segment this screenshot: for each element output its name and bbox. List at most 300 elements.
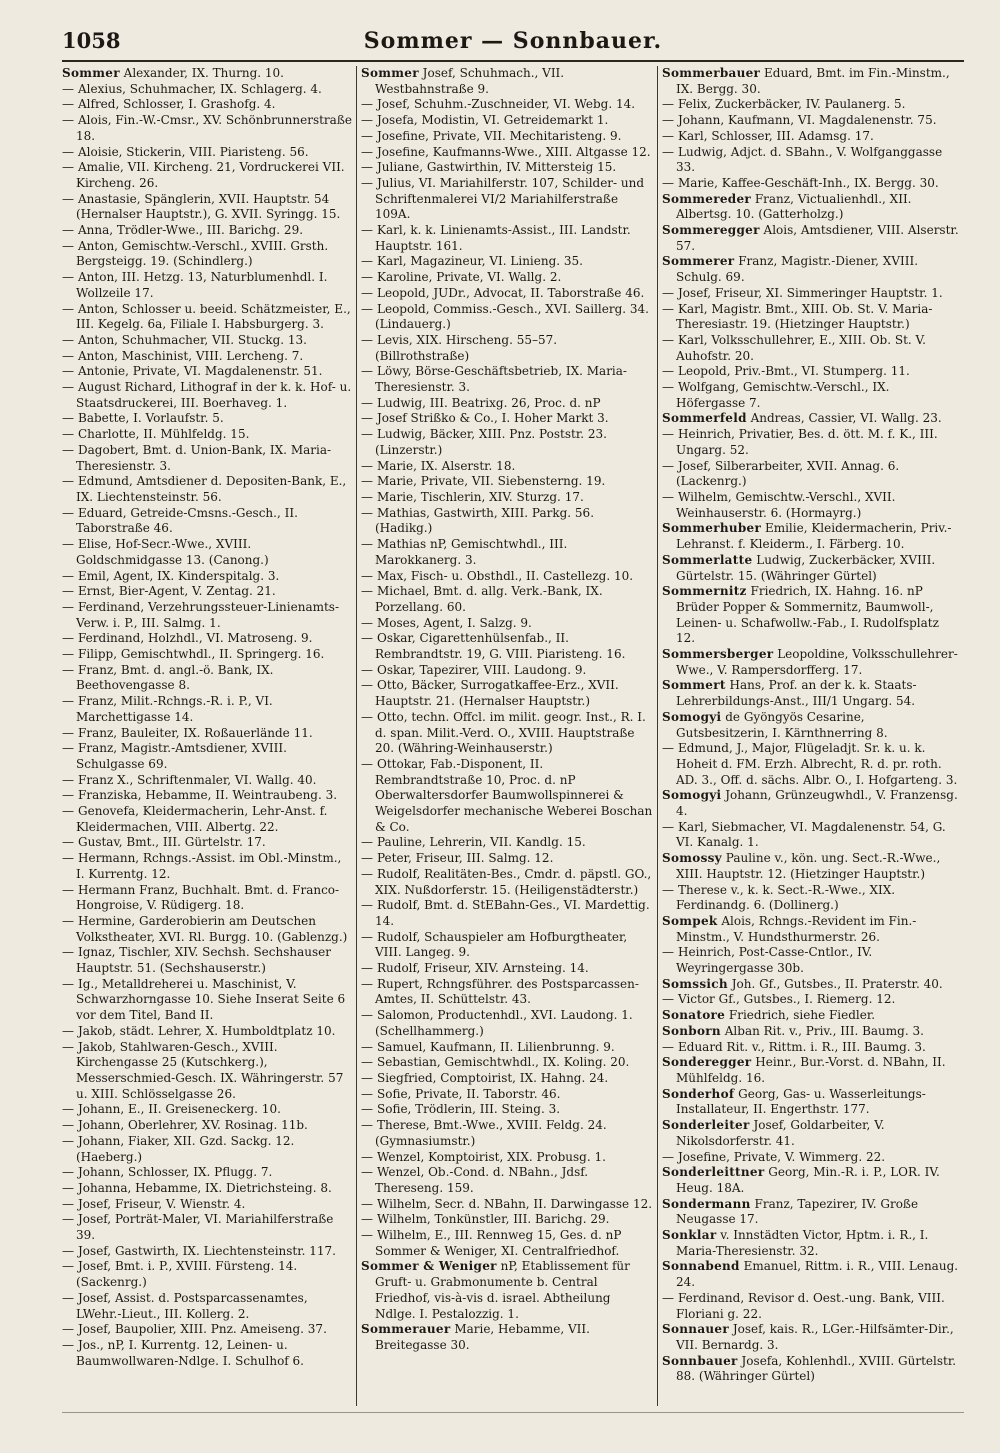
continuation-dash: —: [361, 175, 373, 190]
entry-text: Karl, Magistr. Bmt., XIII. Ob. St. V. Maria-Theresiastr. 19. (Hietzinger Hauptstr.): [676, 301, 933, 332]
entry-text: Johann, E., II. Greiseneckerg. 10.: [78, 1102, 281, 1117]
continuation-dash: —: [361, 505, 373, 520]
directory-entry: [62, 411, 352, 427]
entry-text: Johann, Kaufmann, VI. Magdalenenstr. 75.: [678, 113, 937, 128]
entry-surname: Sommereder: [662, 191, 752, 206]
entry-text: Josefine, Private, VII. Mechitaristeng. 9.: [377, 128, 622, 143]
directory-entry: [62, 1259, 352, 1290]
directory-entry: [361, 851, 653, 867]
entry-text: Andreas, Cassier, VI. Wallg. 23.: [750, 411, 942, 426]
continuation-dash: —: [361, 1196, 373, 1211]
continuation-dash: —: [361, 709, 373, 724]
entry-text: Rudolf, Realitäten-Bes., Cmdr. d. päpstl. GO., XIX. Nußdorferstr. 15. (Heiligenstädterstr.): [375, 866, 652, 897]
continuation-dash: —: [361, 97, 373, 112]
entry-text: Babette, I. Vorlaufstr. 5.: [78, 411, 224, 426]
continuation-dash: —: [62, 1212, 74, 1227]
entry-text: Oskar, Cigarettenhülsenfab., II. Rembrandtstr. 19, G. VIII. Piaristeng. 16.: [375, 631, 626, 662]
entry-text: Anton, Schlosser u. beeid. Schätzmeister, E., III. Kegelg. 6a, Filiale I. Habsburgerg. 3.: [76, 301, 351, 332]
directory-entry: [662, 945, 960, 976]
directory-entry: [662, 710, 960, 741]
continuation-dash: —: [361, 270, 373, 285]
entry-surname: Sommer & Weniger: [361, 1259, 497, 1274]
entry-text: Johanna, Hebamme, IX. Dietrichsteing. 8.: [78, 1180, 332, 1195]
entry-text: Josef Strißko & Co., I. Hoher Markt 3.: [377, 411, 609, 426]
entry-text: Dagobert, Bmt. d. Union-Bank, IX. Maria-Theresienstr. 3.: [76, 442, 332, 473]
directory-entry: [361, 1322, 653, 1353]
entry-text: Franz, Milit.-Rchngs.-R. i. P., VI. Marchettigasse 14.: [76, 694, 273, 724]
entry-text: Alexius, Schuhmacher, IX. Schlagerg. 4.: [78, 81, 322, 96]
directory-entry: [662, 1354, 960, 1385]
directory-entry: [662, 1150, 960, 1166]
continuation-dash: —: [361, 866, 373, 881]
directory-entry: [361, 757, 653, 836]
continuation-dash: —: [361, 961, 373, 976]
directory-entry: [62, 239, 352, 270]
entry-surname: Somssich: [662, 976, 728, 991]
continuation-dash: —: [62, 505, 74, 520]
entry-text: Pauline v., kön. ung. Sect.-R.-Wwe., XIII. Hauptstr. 12. (Hietzinger Hauptstr.): [676, 851, 941, 881]
continuation-dash: —: [662, 113, 674, 128]
continuation-dash: —: [62, 270, 74, 285]
directory-entry: [662, 66, 960, 97]
entry-text: Rudolf, Bmt. d. StEBahn-Ges., VI. Mardettig. 14.: [375, 898, 650, 928]
entry-text: Josef, Friseur, V. Wienstr. 4.: [78, 1196, 246, 1211]
directory-entry: [62, 160, 352, 191]
directory-entry: [62, 333, 352, 349]
continuation-dash: —: [662, 882, 674, 897]
page-header: [62, 26, 964, 62]
directory-entry: [62, 1118, 352, 1134]
continuation-dash: —: [361, 537, 373, 552]
entry-surname: Sommerer: [662, 254, 735, 269]
directory-entry: [361, 1102, 653, 1118]
directory-entry: [62, 647, 352, 663]
entry-text: Amalie, VII. Kircheng. 21, Vordruckerei VII. Kircheng. 26.: [76, 160, 345, 190]
directory-entry: [62, 427, 352, 443]
continuation-dash: —: [662, 97, 674, 112]
directory-entry: [662, 914, 960, 945]
continuation-dash: —: [662, 741, 674, 756]
continuation-dash: —: [361, 128, 373, 143]
entry-text: Jos., nP, I. Kurrentg. 12, Leinen- u. Baumwollwaren-Ndlge. I. Schulhof 6.: [76, 1337, 304, 1368]
directory-entry: [62, 569, 352, 585]
entry-text: Franziska, Hebamme, II. Weintraubeng. 3.: [78, 788, 338, 803]
directory-entry: [361, 1165, 653, 1196]
entry-text: Moses, Agent, I. Salzg. 9.: [377, 615, 532, 630]
continuation-dash: —: [361, 223, 373, 238]
directory-entry: [361, 113, 653, 129]
continuation-dash: —: [62, 1118, 74, 1133]
directory-entry: [62, 600, 352, 631]
directory-entry: [62, 773, 352, 789]
directory-entry: [662, 1040, 960, 1056]
directory-entry: [361, 1071, 653, 1087]
continuation-dash: —: [361, 568, 373, 583]
directory-entry: [361, 867, 653, 898]
entry-text: Franz, Victualienhdl., XII. Albertsg. 10. (Gatterholzg.): [676, 191, 912, 222]
entry-text: Josef, Friseur, XI. Simmeringer Hauptstr. 1.: [678, 285, 943, 300]
entry-text: Karl, Magazineur, VI. Linieng. 35.: [377, 254, 583, 269]
continuation-dash: —: [361, 1212, 373, 1227]
continuation-dash: —: [361, 254, 373, 269]
entry-text: Löwy, Börse-Geschäftsbetrieb, IX. Maria-Theresienstr. 3.: [375, 364, 627, 395]
continuation-dash: —: [662, 427, 674, 442]
continuation-dash: —: [361, 113, 373, 128]
entry-text: Franz, Magistr.-Amtsdiener, XVIII. Schulgasse 69.: [76, 741, 287, 771]
entry-text: Johann, Oberlehrer, XV. Rosinag. 11b.: [78, 1118, 308, 1133]
directory-entry: [361, 223, 653, 254]
directory-entry: [62, 804, 352, 835]
directory-entry: [62, 851, 352, 882]
continuation-dash: —: [62, 694, 74, 709]
entry-text: Leopoldine, Volksschullehrer-Wwe., V. Rampersdorfferg. 17.: [676, 647, 958, 677]
directory-entry: [361, 1212, 653, 1228]
directory-entry: [62, 1291, 352, 1322]
directory-entry: [62, 914, 352, 945]
entry-surname: Sommeregger: [662, 223, 760, 238]
entry-text: Otto, techn. Offcl. im milit. geogr. Inst., R. I. d. span. Milit.-Verd. O., XVIII. Hauptstraße 20. (Währing-Weinhauserstr.): [375, 709, 646, 756]
directory-entry: [662, 286, 960, 302]
directory-entry: [662, 1259, 960, 1290]
directory-entry: [361, 1150, 653, 1166]
entry-text: Alois, Amtsdiener, VIII. Alserstr. 57.: [676, 223, 959, 253]
directory-entry: [62, 726, 352, 742]
directory-entry: [62, 474, 352, 505]
continuation-dash: —: [62, 1259, 74, 1274]
entry-surname: Sonklar: [662, 1228, 717, 1243]
directory-entry: [361, 506, 653, 537]
continuation-dash: —: [361, 489, 373, 504]
directory-entry: [62, 977, 352, 1024]
column-3: [662, 66, 960, 1406]
entry-surname: Sommerauer: [361, 1322, 451, 1337]
directory-entry: [662, 176, 960, 192]
entry-text: Antonie, Private, VI. Magdalenenstr. 51.: [78, 364, 323, 379]
entry-text: Franz, Magistr.-Diener, XVIII. Schulg. 69.: [676, 254, 919, 285]
directory-entry: [662, 113, 960, 129]
directory-entry: [361, 176, 653, 223]
entry-text: Joh. Gf., Gutsbes., II. Praterstr. 40.: [731, 976, 943, 991]
entry-text: Hermine, Garderobierin am Deutschen Volkstheater, XVI. Rl. Burgg. 10. (Gablenzg.): [76, 913, 348, 944]
entry-text: Josef, Bmt. i. P., XVIII. Fürsteng. 14. (Sackenrg.): [76, 1259, 298, 1290]
directory-entry: [62, 443, 352, 474]
continuation-dash: —: [662, 1149, 674, 1164]
directory-entry: [62, 270, 352, 301]
entry-text: Rupert, Rchngsführer. des Postsparcassen-Amtes, II. Schüttelstr. 43.: [375, 976, 639, 1007]
directory-entry: [62, 883, 352, 914]
continuation-dash: —: [662, 301, 674, 316]
continuation-dash: —: [361, 1008, 373, 1023]
entry-text: Marie, Private, VII. Siebensterng. 19.: [377, 474, 606, 489]
entry-text: Franz, Bauleiter, IX. Roßauerlände 11.: [78, 725, 313, 740]
entry-surname: Sondermann: [662, 1196, 751, 1211]
continuation-dash: —: [62, 1133, 74, 1148]
continuation-dash: —: [62, 537, 74, 552]
entry-text: Therese, Bmt.-Wwe., XVIII. Feldg. 24. (Gymnasiumstr.): [375, 1118, 607, 1148]
continuation-dash: —: [662, 1290, 674, 1305]
entry-text: Friedrich, IX. Hahng. 16. nP Brüder Popper & Sommernitz, Baumwoll-, Leinen- u. Schafwollw.-Fab., I. Rudolfsplatz 12.: [676, 584, 939, 646]
continuation-dash: —: [361, 1102, 373, 1117]
entry-text: Josefa, Kohlenhdl., XVIII. Gürtelstr. 88. (Währinger Gürtel): [676, 1353, 957, 1384]
entry-text: Jakob, städt. Lehrer, X. Humboldtplatz 10.: [78, 1023, 336, 1038]
entry-text: Ig., Metalldreherei u. Maschinist, V. Schwarzhorngasse 10. Siehe Inserat Seite 6 vor dem Titel, Band II.: [76, 976, 346, 1023]
entry-text: Ferdinand, Verzehrungssteuer-Linienamts-Verw. i. P., III. Salmg. 1.: [76, 599, 340, 630]
entry-text: de Gyöngyös Cesarine, Gutsbesitzerin, I. Kärnthnerring 8.: [676, 709, 888, 740]
directory-entry: [662, 851, 960, 882]
directory-entry: [361, 1228, 653, 1259]
page-number: 1058: [62, 28, 121, 53]
entry-text: Karl, Volksschullehrer, E., XIII. Ob. St. V. Auhofstr. 20.: [676, 332, 926, 363]
entry-text: v. Innstädten Victor, Hptm. i. R., I. Maria-Theresienstr. 32.: [676, 1228, 929, 1258]
continuation-dash: —: [662, 285, 674, 300]
entry-surname: Sonderegger: [662, 1055, 752, 1070]
entry-surname: Somogyi: [662, 788, 722, 803]
continuation-dash: —: [662, 489, 674, 504]
entry-text: Alfred, Schlosser, I. Grashofg. 4.: [78, 97, 276, 112]
continuation-dash: —: [361, 615, 373, 630]
directory-entry: [361, 459, 653, 475]
entry-text: Johann, Fiaker, XII. Gzd. Sackg. 12. (Haeberg.): [76, 1133, 295, 1164]
directory-entry: [662, 192, 960, 223]
entry-text: Karoline, Private, VI. Wallg. 2.: [377, 270, 562, 285]
directory-entry: [662, 584, 960, 647]
continuation-dash: —: [62, 1322, 74, 1337]
directory-entry: [662, 223, 960, 254]
entry-text: Rudolf, Friseur, XIV. Arnsteing. 14.: [377, 961, 589, 976]
entry-surname: Somogyi: [662, 709, 722, 724]
directory-entry: [361, 270, 653, 286]
entry-text: Wilhelm, Tonkünstler, III. Barichg. 29.: [377, 1212, 610, 1227]
continuation-dash: —: [662, 1039, 674, 1054]
entry-text: Otto, Bäcker, Surrogatkaffee-Erz., XVII. Hauptstr. 21. (Hernalser Hauptstr.): [375, 678, 619, 709]
entry-text: Karl, k. k. Linienamts-Assist., III. Landstr. Hauptstr. 161.: [375, 223, 631, 253]
entry-surname: Sommer: [361, 66, 419, 80]
entry-text: Hermann Franz, Buchhalt. Bmt. d. Franco-Hongroise, V. Rüdigerg. 18.: [76, 882, 340, 913]
directory-entry: [62, 66, 352, 82]
continuation-dash: —: [62, 662, 74, 677]
continuation-dash: —: [62, 474, 74, 489]
continuation-dash: —: [361, 285, 373, 300]
directory-entry: [361, 1118, 653, 1149]
continuation-dash: —: [662, 945, 674, 960]
continuation-dash: —: [62, 741, 74, 756]
continuation-dash: —: [361, 364, 373, 379]
directory-entry: [361, 1259, 653, 1322]
continuation-dash: —: [62, 144, 74, 159]
directory-entry: [62, 1338, 352, 1369]
directory-entry: [361, 333, 653, 364]
directory-entry: [662, 741, 960, 788]
continuation-dash: —: [62, 788, 74, 803]
directory-entry: [361, 97, 653, 113]
directory-entry: [62, 82, 352, 98]
entry-text: Franz X., Schriftenmaler, VI. Wallg. 40.: [78, 772, 317, 787]
continuation-dash: —: [361, 1071, 373, 1085]
continuation-dash: —: [361, 160, 373, 175]
directory-entry: [62, 1134, 352, 1165]
entry-surname: Sonatore: [662, 1008, 726, 1023]
directory-entry: [662, 1055, 960, 1086]
continuation-dash: —: [62, 882, 74, 897]
entry-surname: Sompek: [662, 913, 718, 928]
continuation-dash: —: [361, 1039, 373, 1054]
entry-text: Josef, Silberarbeiter, XVII. Annag. 6. (Lackenrg.): [676, 458, 900, 489]
entry-text: Aloisie, Stickerin, VIII. Piaristeng. 56.: [78, 144, 309, 159]
entry-text: Leopold, JUDr., Advocat, II. Taborstraße 46.: [377, 285, 645, 300]
entry-text: Josefine, Private, V. Wimmerg. 22.: [678, 1149, 886, 1164]
directory-entry: [662, 427, 960, 458]
continuation-dash: —: [662, 819, 674, 834]
entry-text: Franz, Bmt. d. angl.-ö. Bank, IX. Beethovengasse 8.: [76, 662, 274, 693]
directory-entry: [662, 678, 960, 709]
directory-entry: [662, 1008, 960, 1024]
entry-surname: Sommersberger: [662, 647, 774, 662]
entry-text: Josef, Gastwirth, IX. Liechtensteinstr. 117.: [78, 1243, 336, 1258]
directory-entry: [361, 66, 653, 97]
entry-text: Heinrich, Post-Casse-Cntlor., IV. Weyringergasse 30b.: [676, 945, 873, 976]
entry-text: Johann, Schlosser, IX. Pflugg. 7.: [78, 1165, 273, 1180]
continuation-dash: —: [62, 1102, 74, 1117]
directory-entry: [662, 1228, 960, 1259]
entry-text: Franz, Tapezirer, IV. Große Neugasse 17.: [676, 1196, 919, 1227]
continuation-dash: —: [62, 442, 74, 457]
entry-text: nP, Etablissement für Gruft- u. Grabmonumente b. Central Friedhof, vis-à-vis d. israel. Abtheilung Ndlge. I. Pestalozzig. 1.: [375, 1259, 630, 1321]
entry-text: Marie, IX. Alserstr. 18.: [377, 458, 516, 473]
entry-text: Josefine, Kaufmanns-Wwe., XIII. Altgasse 12.: [377, 144, 651, 159]
entry-text: Wenzel, Ob.-Cond. d. NBahn., Jdsf. Thereseng. 159.: [375, 1165, 589, 1195]
continuation-dash: —: [662, 332, 674, 347]
entry-text: Josef, Assist. d. Postsparcassenamtes, LWehr.-Lieut., III. Kollerg. 2.: [76, 1290, 308, 1321]
page-footer-rule: [62, 1412, 964, 1427]
entry-text: Ignaz, Tischler, XIV. Sechsh. Sechshauser Hauptstr. 51. (Sechshauserstr.): [76, 945, 331, 976]
directory-entry: [361, 961, 653, 977]
entry-text: Wilhelm, E., III. Rennweg 15, Ges. d. nP Sommer & Weniger, XI. Centralfriedhof.: [375, 1228, 622, 1258]
continuation-dash: —: [361, 332, 373, 347]
entry-text: Anton, Maschinist, VIII. Lercheng. 7.: [78, 348, 304, 363]
continuation-dash: —: [361, 835, 373, 850]
entry-text: Alois, Fin.-W.-Cmsr., XV. Schönbrunnerstraße 18.: [76, 113, 352, 143]
continuation-dash: —: [361, 427, 373, 442]
entry-text: Georg, Min.-R. i. P., LOR. IV. Heug. 18A.: [676, 1165, 940, 1195]
entry-text: Oskar, Tapezirer, VIII. Laudong. 9.: [377, 662, 587, 677]
continuation-dash: —: [62, 332, 74, 347]
entry-text: Jakob, Stahlwaren-Gesch., XVIII. Kirchengasse 25 (Kutschkerg.), Messerschmied-Gesch. IX. Währingerstr. 57 u. XIII. Schlösselgasse 26.: [76, 1039, 344, 1101]
directory-entry: [361, 678, 653, 709]
entry-text: Georg, Gas- u. Wasserleitungs-Installateur, II. Engerthstr. 177.: [676, 1086, 926, 1117]
directory-entry: [662, 302, 960, 333]
directory-entry: [62, 349, 352, 365]
directory-entry: [662, 145, 960, 176]
directory-entry: [361, 160, 653, 176]
directory-entry: [662, 129, 960, 145]
entry-text: Alexander, IX. Thurng. 10.: [123, 66, 284, 80]
directory-entry: [662, 521, 960, 552]
directory-entry: [361, 364, 653, 395]
entry-text: Anton, Gemischtw.-Verschl., XVIII. Grsth. Bergsteigg. 19. (Schindlerg.): [76, 238, 329, 269]
entry-text: Marie, Hebamme, VII. Breitegasse 30.: [375, 1322, 590, 1352]
directory-entry: [62, 1102, 352, 1118]
entry-text: Anastasie, Spänglerin, XVII. Hauptstr. 54 (Hernalser Hauptstr.), G. XVII. Syringg. 15.: [76, 191, 341, 222]
entry-text: Eduard, Bmt. im Fin.-Minstm., IX. Bergg. 30.: [676, 66, 950, 96]
directory-entry: [662, 1322, 960, 1353]
continuation-dash: —: [62, 913, 74, 928]
directory-entry: [361, 631, 653, 662]
column-rule: [356, 66, 357, 1406]
directory-entry: [62, 192, 352, 223]
continuation-dash: —: [62, 1039, 74, 1054]
continuation-dash: —: [662, 380, 674, 395]
directory-entry: [361, 569, 653, 585]
entry-text: Josef, Goldarbeiter, V. Nikolsdorferstr. 41.: [676, 1118, 885, 1148]
continuation-dash: —: [361, 584, 373, 599]
column-1: [62, 66, 352, 1406]
continuation-dash: —: [62, 976, 74, 991]
entry-text: Ludwig, Adjct. d. SBahn., V. Wolfganggasse 33.: [676, 144, 943, 175]
continuation-dash: —: [62, 851, 74, 866]
directory-entry: [62, 584, 352, 600]
entry-text: Josef, Porträt-Maler, VI. Mariahilferstraße 39.: [76, 1212, 334, 1243]
entry-surname: Sonderleittner: [662, 1165, 765, 1180]
directory-entry: [62, 945, 352, 976]
entry-text: Siegfried, Comptoirist, IX. Hahng. 24.: [377, 1071, 609, 1085]
directory-entry: [62, 1181, 352, 1197]
entry-surname: Sonnabend: [662, 1259, 740, 1274]
entry-text: Eduard, Getreide-Cmsns.-Gesch., II. Taborstraße 46.: [76, 505, 298, 536]
directory-entry: [62, 113, 352, 144]
directory-entry: [62, 97, 352, 113]
directory-entry: [62, 537, 352, 568]
continuation-dash: —: [361, 458, 373, 473]
entry-text: Max, Fisch- u. Obsthdl., II. Castellezg. 10.: [377, 568, 634, 583]
running-head: Sommer — Sonnbauer.: [363, 28, 663, 54]
directory-entry: [62, 1244, 352, 1260]
directory-entry: [662, 1087, 960, 1118]
directory-entry: [662, 1165, 960, 1196]
entry-text: Eduard Rit. v., Rittm. i. R., III. Baumg. 3.: [678, 1039, 926, 1054]
continuation-dash: —: [361, 898, 373, 913]
entry-text: Levis, XIX. Hirscheng. 55–57. (Billrothstraße): [375, 332, 558, 363]
continuation-dash: —: [62, 1196, 74, 1211]
entry-text: Ottokar, Fab.-Disponent, II. Rembrandtstraße 10, Proc. d. nP Oberwaltersdorfer Baumwollspinnerei & Weigelsdorfer mechanische Weberei Boschan & Co.: [375, 756, 653, 834]
entry-text: Wolfgang, Gemischtw.-Verschl., IX. Höfergasse 7.: [676, 380, 890, 410]
continuation-dash: —: [361, 662, 373, 677]
entry-text: Peter, Friseur, III. Salmg. 12.: [377, 851, 554, 866]
directory-entry: [662, 1291, 960, 1322]
directory-entry: [62, 663, 352, 694]
entry-surname: Sonborn: [662, 1023, 721, 1038]
continuation-dash: —: [62, 568, 74, 583]
entry-text: Therese v., k. k. Sect.-R.-Wwe., XIX. Ferdinandg. 6. (Dollinerg.): [676, 882, 896, 913]
directory-entry: [361, 977, 653, 1008]
directory-entry: [361, 1008, 653, 1039]
entry-text: Ferdinand, Revisor d. Oest.-ung. Bank, VIII. Floriani g. 22.: [676, 1290, 945, 1321]
directory-entry: [62, 145, 352, 161]
entry-surname: Sommer: [62, 66, 120, 80]
entry-text: Sebastian, Gemischtwhdl., IX. Koling. 20.: [377, 1055, 630, 1070]
entry-text: Rudolf, Schauspieler am Hofburgtheater, VIII. Langeg. 9.: [375, 929, 628, 960]
directory-entry: [62, 302, 352, 333]
entry-text: Ludwig, Bäcker, XIII. Pnz. Poststr. 23. (Linzerstr.): [375, 427, 607, 457]
directory-entry: [662, 1118, 960, 1149]
directory-entry: [662, 992, 960, 1008]
entry-text: Friedrich, siehe Fiedler.: [728, 1008, 876, 1023]
entry-text: Ludwig, III. Beatrixg. 26, Proc. d. nP: [377, 395, 601, 410]
directory-entry: [62, 1165, 352, 1181]
continuation-dash: —: [361, 1149, 373, 1164]
directory-entry: [62, 1024, 352, 1040]
continuation-dash: —: [361, 474, 373, 489]
entry-text: Charlotte, II. Mühlfeldg. 15.: [78, 427, 250, 442]
